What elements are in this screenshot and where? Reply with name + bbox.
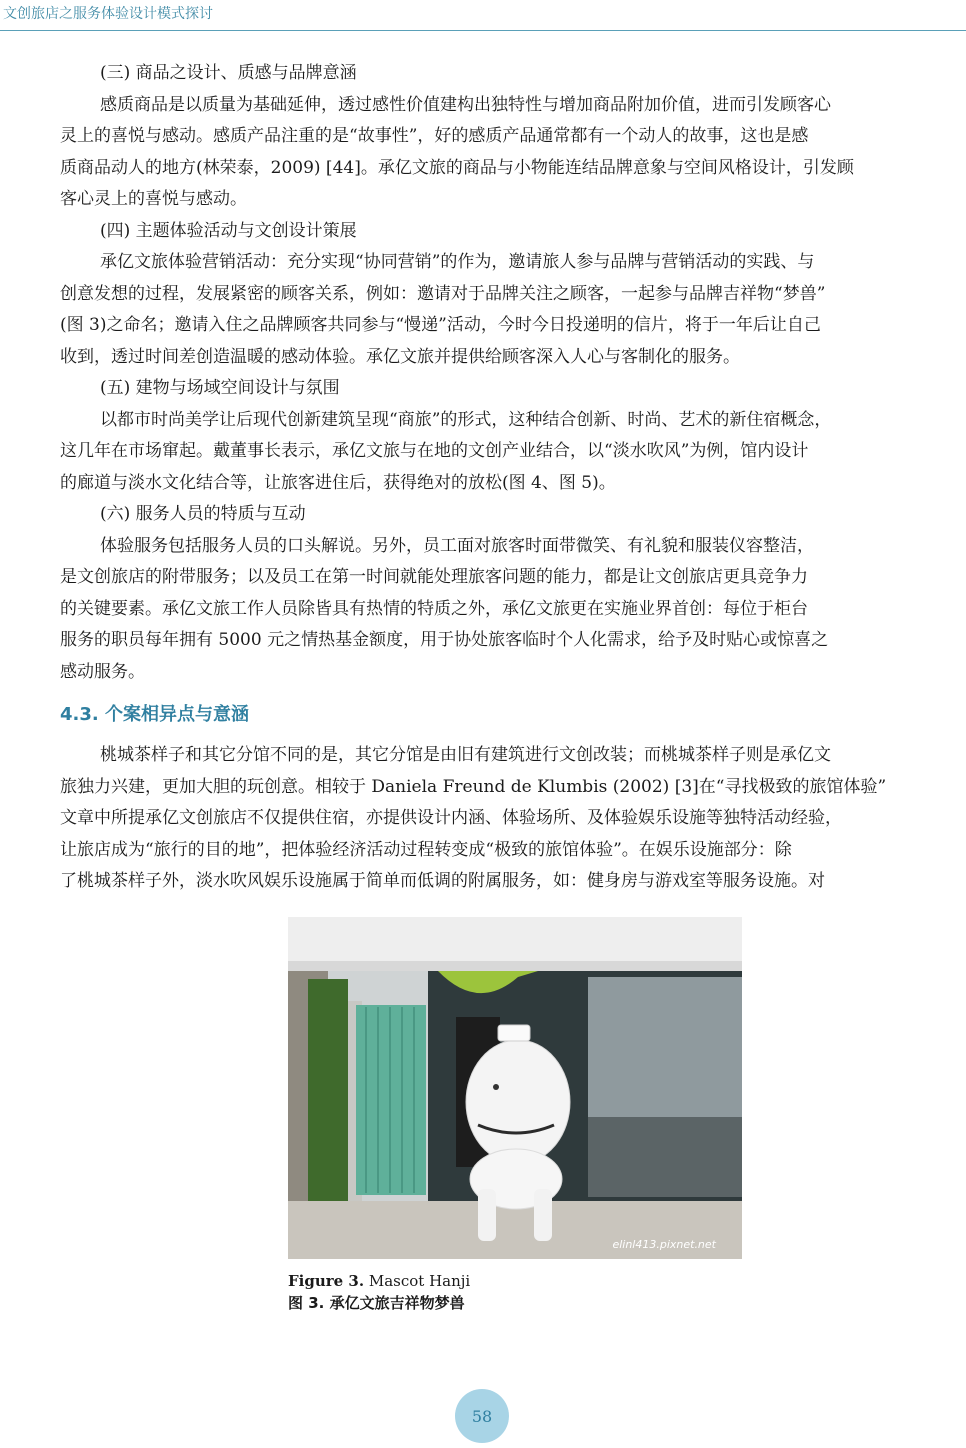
section-3: [60, 58, 966, 216]
section-heading: 4.3. 个案相异点与意涵: [60, 704, 249, 725]
paragraph-line: 的廊道与淡水文化结合等，让旅客进住后，获得绝对的放松(图 4、图 5)。: [60, 472, 616, 493]
paragraph-line: 感动服务。: [60, 661, 145, 682]
paragraph-line: 创意发想的过程，发展紧密的顾客关系，例如：邀请对于品牌关注之顾客，一起参与品牌吉祥物“梦兽”: [60, 283, 826, 304]
figure-caption-english: [288, 1271, 470, 1291]
body-text: [60, 58, 966, 898]
paragraph-line: 体验服务包括服务人员的口头解说。另外，员工面对旅客时面带微笑、有礼貌和服装仪容整洁，: [100, 535, 814, 556]
section-6: [60, 499, 966, 688]
paragraph-line: 感质商品是以质量为基础延伸，透过感性价值建构出独特性与增加商品附加价值，进而引发顾客心: [100, 94, 831, 115]
section-4: [60, 216, 966, 374]
paragraph-line: (图 3)之命名；邀请入住之品牌顾客共同参与“慢递”活动，今时今日投递明的信片，将于一年后让自己: [60, 315, 821, 335]
paragraph-line: 了桃城茶样子外，淡水吹风娱乐设施属于简单而低调的附属服务，如：健身房与游戏室等服务设施。对: [60, 871, 825, 891]
paragraph-line: 以都市时尚美学让后现代创新建筑呈现“商旅”的形式，这种结合创新、时尚、艺术的新住宿概念，: [100, 409, 832, 430]
paragraph-line: 收到，透过时间差创造温暖的感动体验。承亿文旅并提供给顾客深入人心与客制化的服务。: [60, 346, 740, 367]
photo-watermark: elinl413.pixnet.net: [612, 1238, 716, 1251]
running-header: [0, 0, 966, 31]
subsection-heading: (三) 商品之设计、质感与品牌意涵: [100, 63, 357, 83]
paragraph-line: 让旅店成为“旅行的目的地”，把体验经济活动过程转变成“极致的旅馆体验”。在娱乐设施部分：除: [60, 839, 792, 860]
subsection-heading: (六) 服务人员的特质与互动: [100, 504, 306, 524]
mascot-photo: [288, 917, 742, 1259]
figure-label: Figure 3.: [288, 1272, 365, 1290]
running-header-title: 文创旅店之服务体验设计模式探讨: [3, 6, 213, 22]
section-5: [60, 373, 966, 499]
paragraph-line: 客心灵上的喜悦与感动。: [60, 189, 247, 209]
paragraph-line: 服务的职员每年拥有 5000 元之情热基金额度，用于协处旅客临时个人化需求，给予及时贴心或惊喜之: [60, 630, 829, 650]
figure-caption-text: Mascot Hanji: [364, 1272, 471, 1290]
page-number: 58: [455, 1389, 509, 1443]
paragraph-line: 灵上的喜悦与感动。感质产品注重的是“故事性”，好的感质产品通常都有一个动人的故事，这也是感: [60, 126, 809, 146]
paragraph-line: 承亿文旅体验营销活动：充分实现“协同营销”的作为，邀请旅人参与品牌与营销活动的实践、与: [100, 252, 815, 272]
subsection-heading: (四) 主题体验活动与文创设计策展: [100, 220, 357, 241]
paragraph-line: 这几年在市场窜起。戴董事长表示，承亿文旅与在地的文创产业结合，以“淡水吹风”为例，馆内设计: [60, 441, 809, 461]
figure-caption-chinese: 图 3. 承亿文旅吉祥物梦兽: [288, 1294, 465, 1312]
paragraph-line: 的关键要素。承亿文旅工作人员除皆具有热情的特质之外，承亿文旅更在实施业界首创：每位于柜台: [60, 598, 808, 619]
paragraph-line: 质商品动人的地方(林荣泰，2009) [44]。承亿文旅的商品与小物能连结品牌意象与空间风格设计，引发顾: [60, 157, 854, 178]
paragraph-line: 是文创旅店的附带服务；以及员工在第一时间就能处理旅客问题的能力，都是让文创旅店更具竞争力: [60, 567, 808, 587]
section-4-3: [60, 740, 966, 898]
paragraph-line: 旅独力兴建，更加大胆的玩创意。相较于 Daniela Freund de Klumbis (2002) [3]在“寻找极致的旅馆体验”: [60, 776, 887, 797]
paragraph-line: 文章中所提承亿文创旅店不仅提供住宿，亦提供设计内涵、体验场所、及体验娱乐设施等独特活动经验，: [60, 808, 842, 828]
paragraph-line: 桃城茶样子和其它分馆不同的是，其它分馆是由旧有建筑进行文创改装；而桃城茶样子则是承亿文: [100, 745, 831, 765]
subsection-heading: (五) 建物与场域空间设计与氛围: [100, 378, 340, 398]
